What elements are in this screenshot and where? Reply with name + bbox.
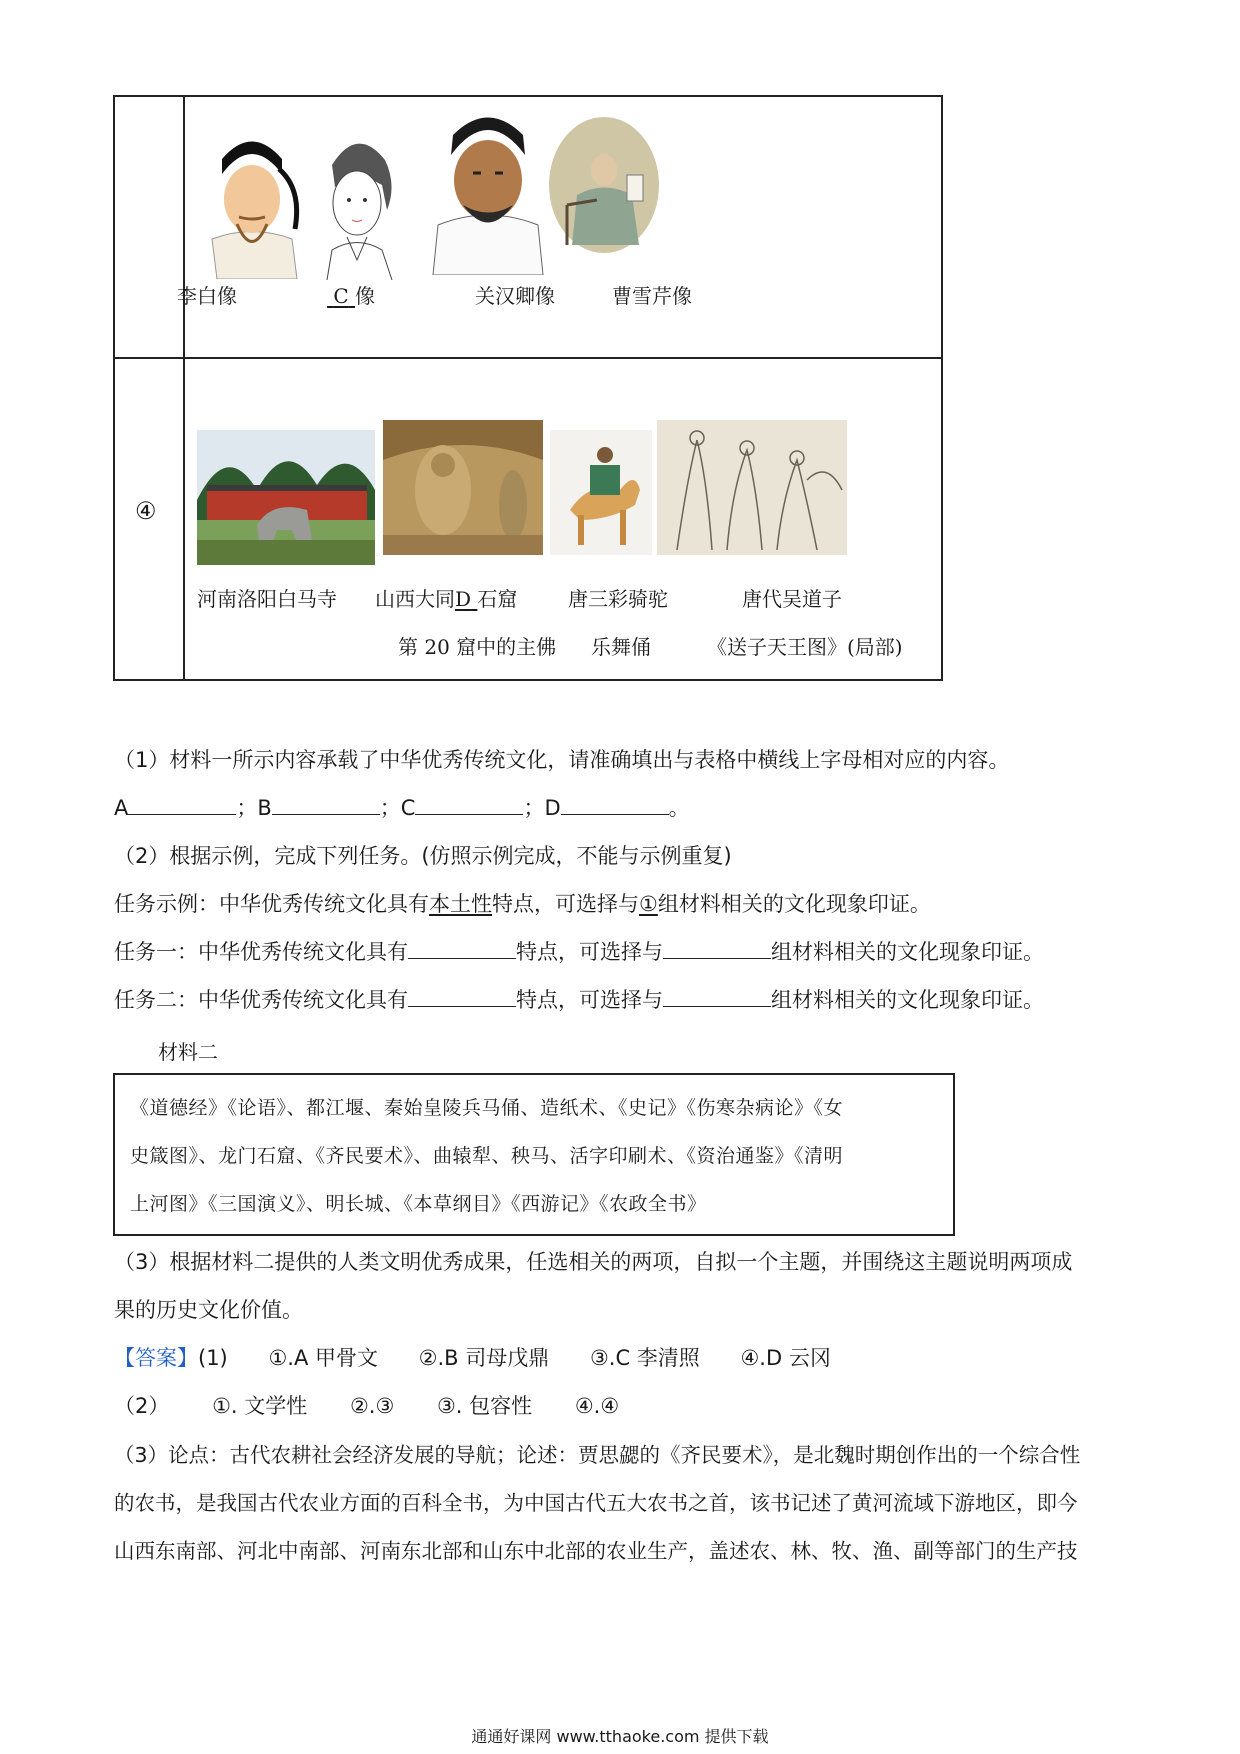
material-2-line: 《道德经》《论语》、都江堰、秦始皇陵兵马俑、造纸术、《史记》《伤寒杂病论》《女 bbox=[130, 1097, 844, 1119]
answer-3-line: 的农书，是我国古代农业方面的百科全书，为中国古代五大农书之首，该书记述了黄河流域下游地区，即今 bbox=[114, 1491, 1078, 1515]
libai-portrait bbox=[197, 129, 307, 279]
guanhanqing-caption: 关汉卿像 bbox=[475, 284, 555, 308]
tang-sancai-caption: 唐三彩骑驼 bbox=[568, 587, 668, 611]
c-blank: C bbox=[333, 284, 349, 308]
caoxueqin-portrait bbox=[547, 115, 662, 255]
answer-3-line: 山西东南部、河北中南部、河南东北部和山东中北部的农业生产，盖述农、林、牧、渔、副等部门的生产技 bbox=[114, 1539, 1078, 1563]
wu-daozi-caption-line2: 《送子天王图》(局部) bbox=[707, 635, 903, 659]
answer-3-line: （3）论点：古代农耕社会经济发展的导航；论述：贾思勰的《齐民要术》，是北魏时期创作出的一个综合性 bbox=[114, 1443, 1081, 1467]
yungang-caption: 山西大同D 石窟 bbox=[375, 587, 518, 611]
material-2-box bbox=[113, 1073, 955, 1236]
baima-caption: 河南洛阳白马寺 bbox=[197, 587, 337, 611]
task-1: 任务一：中华优秀传统文化具有 特点，可选择与 组材料相关的文化现象印证。 bbox=[114, 940, 1044, 964]
d-blank: D bbox=[455, 587, 472, 611]
yungang-caption-line2: 第 20 窟中的主佛 bbox=[398, 635, 557, 659]
task-example: 任务示例：中华优秀传统文化具有本土性特点，可选择与①组材料相关的文化现象印证。 bbox=[114, 892, 931, 916]
question-3-line2: 果的历史文化价值。 bbox=[114, 1298, 303, 1322]
liqingzhao-portrait bbox=[307, 125, 407, 280]
tang-sancai-caption-line2: 乐舞俑 bbox=[591, 635, 651, 659]
row-label-4: ④ bbox=[135, 497, 157, 525]
question-1-blanks: A ；B ；C ；D 。 bbox=[114, 796, 690, 820]
answer-1: 【答案】(1) ①.A 甲骨文 ②.B 司母戊鼎 ③.C 李清照 ④.D 云冈 bbox=[114, 1346, 831, 1370]
material-table bbox=[113, 95, 943, 681]
c-caption: C 像 bbox=[327, 280, 375, 309]
question-3-line1: （3）根据材料二提供的人类文明优秀成果，任选相关的两项，自拟一个主题，并围绕这主题说明两项成 bbox=[114, 1250, 1073, 1274]
table-row-divider bbox=[115, 357, 941, 359]
material-2-title: 材料二 bbox=[158, 1040, 218, 1064]
answer-tag: 【答案】 bbox=[114, 1346, 198, 1370]
wu-daozi-caption: 唐代吴道子 bbox=[742, 587, 842, 611]
footer-watermark: 通通好课网 www.tthaoke.com 提供下载 bbox=[471, 1727, 769, 1746]
guanhanqing-portrait bbox=[423, 105, 553, 275]
table-column-divider bbox=[183, 97, 185, 679]
baima-temple-photo bbox=[197, 430, 375, 565]
question-1: （1）材料一所示内容承载了中华优秀传统文化，请准确填出与表格中横线上字母相对应的内容。 bbox=[114, 748, 1010, 772]
answer-2: （2） ①. 文学性 ②.③ ③. 包容性 ④.④ bbox=[114, 1394, 620, 1418]
yungang-grotto-photo bbox=[383, 420, 543, 555]
task-2: 任务二：中华优秀传统文化具有 特点，可选择与 组材料相关的文化现象印证。 bbox=[114, 988, 1044, 1012]
songzi-tianwang-tu-photo bbox=[657, 420, 847, 555]
material-2-line: 史箴图》、龙门石窟、《齐民要术》、曲辕犁、秧马、活字印刷术、《资治通鉴》《清明 bbox=[130, 1145, 844, 1167]
libai-caption: 李白像 bbox=[177, 284, 237, 308]
tang-sancai-camel-photo bbox=[550, 430, 652, 555]
caoxueqin-caption: 曹雪芹像 bbox=[612, 284, 692, 308]
question-2: （2）根据示例，完成下列任务。(仿照示例完成，不能与示例重复) bbox=[114, 844, 732, 868]
material-2-line: 上河图》《三国演义》、明长城、《本草纲目》《西游记》《农政全书》 bbox=[130, 1193, 707, 1215]
